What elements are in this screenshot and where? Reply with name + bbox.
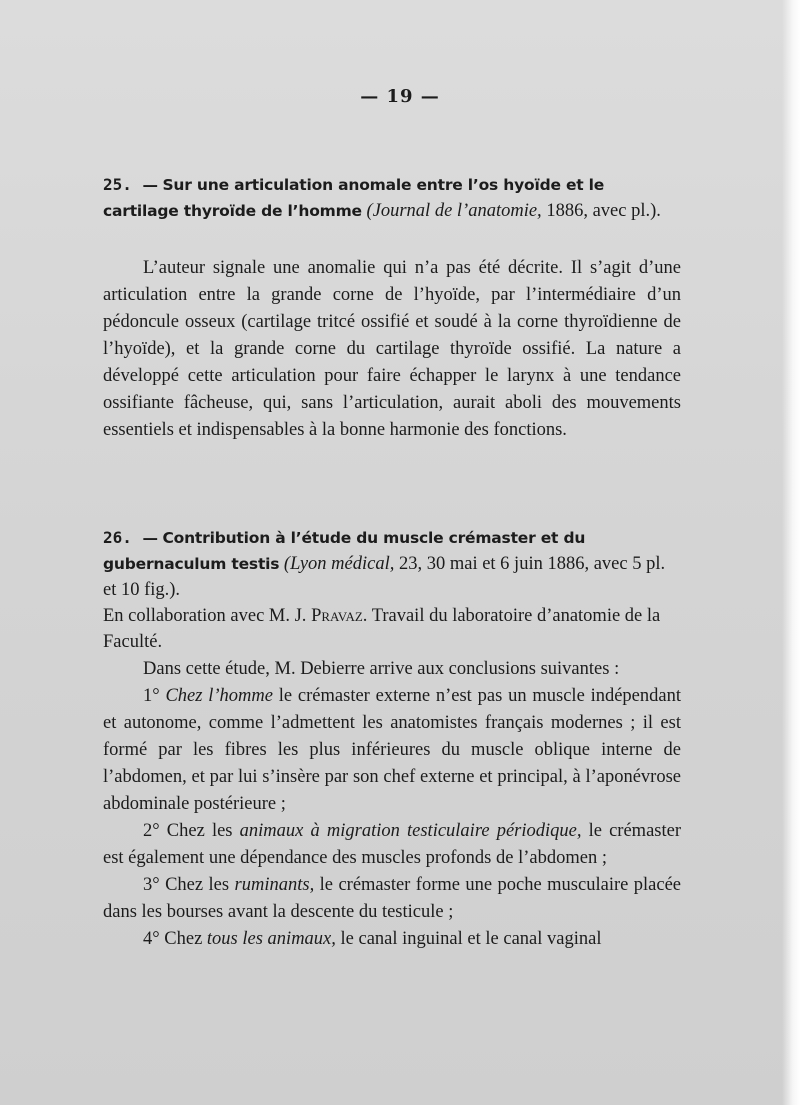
entry-26-collab-suffix: . Travail du laboratoire d’anatomie de la Faculté. <box>103 606 661 652</box>
entry-26-intro: Dans cette étude, M. Debierre arrive aux conclusions suivantes : <box>143 659 620 679</box>
conclusion-item-4 <box>103 926 681 953</box>
entry-25-heading <box>103 172 681 224</box>
entry-26-title: Contribution à l’étude du muscle crémaster et du gubernaculum testis <box>103 529 586 573</box>
conclusion-2-text: le crémaster est également une dépendance des muscles profonds de l’abdomen ; <box>103 821 681 868</box>
entry-25-details: 1886, avec pl.). <box>541 201 661 221</box>
conclusion-1-text: le crémaster externe n’est pas un muscle indépendant et autonome, comme l’admettent les anatomistes français modernes ; il est formé par les fibres les plus inférieures du muscle oblique interne de l’abdomen, et par lui s’insère par son chef externe et principal, à l’aponévrose abdominale postérieure ; <box>103 686 681 814</box>
conclusion-item-3 <box>103 872 681 926</box>
entry-26-number: 26. <box>103 528 132 547</box>
entry-25-source: (Journal de l’anatomie, <box>366 201 542 221</box>
entry-26-body <box>103 656 681 953</box>
conclusion-item-2 <box>103 818 681 872</box>
entry-25-paragraph: L’auteur signale une anomalie qui n’a pas été décrite. Il s’agit d’une articulation entre la grande corne de l’hyoïde, par l’intermédiaire d’un pédoncule osseux (cartilage tritcé ossifié et soudé à la corne thyroïdienne de l’hyoïde), et la grande corne du cartilage thyroïde ossifié. La nature a développé cette articulation pour faire échapper le larynx à une tendance ossifiante fâcheuse, qui, sans l’articulation, aurait aboli des mouvements essentiels et indispensables à la bonne harmonie des fonctions. <box>103 258 681 440</box>
conclusion-4-emph: tous les animaux, <box>206 929 336 949</box>
entry-26-source: (Lyon médical, <box>283 554 395 574</box>
entry-25-body <box>103 255 681 444</box>
entry-26-collab-prefix: En collaboration avec M. J. <box>103 606 312 626</box>
conclusion-item-1 <box>103 683 681 818</box>
conclusion-3-prefix: 3° Chez les <box>143 875 235 895</box>
page-edge-highlight <box>782 0 800 1105</box>
entry-25-title: Sur une articulation anomale entre l’os hyoïde et le cartilage thyroïde de l’homme <box>103 176 605 220</box>
conclusion-1-emph: Chez l’homme <box>165 686 273 706</box>
entry-26-collab-name: Pravaz <box>311 606 363 626</box>
entry-25-number: 25. <box>103 175 132 194</box>
conclusion-4-prefix: 4° Chez <box>143 929 207 949</box>
conclusion-1-prefix: 1° <box>143 686 166 706</box>
conclusion-3-emph: ruminants, <box>234 875 315 895</box>
conclusion-2-emph: animaux à migration testiculaire périodique, <box>239 821 582 841</box>
entry-25-dash: — <box>142 176 158 194</box>
page-number: — 19 — <box>360 86 440 107</box>
entry-26-details: 23, 30 mai et 6 juin 1886, avec 5 pl. et 10 fig.). <box>103 554 666 600</box>
conclusion-4-text: le canal inguinal et le canal vaginal <box>335 929 602 949</box>
entry-26-heading <box>103 525 681 655</box>
conclusion-2-prefix: 2° Chez les <box>143 821 240 841</box>
entry-26-dash: — <box>142 529 158 547</box>
conclusion-3-text: le crémaster forme une poche musculaire placée dans les bourses avant la descente du testicule ; <box>103 875 682 922</box>
